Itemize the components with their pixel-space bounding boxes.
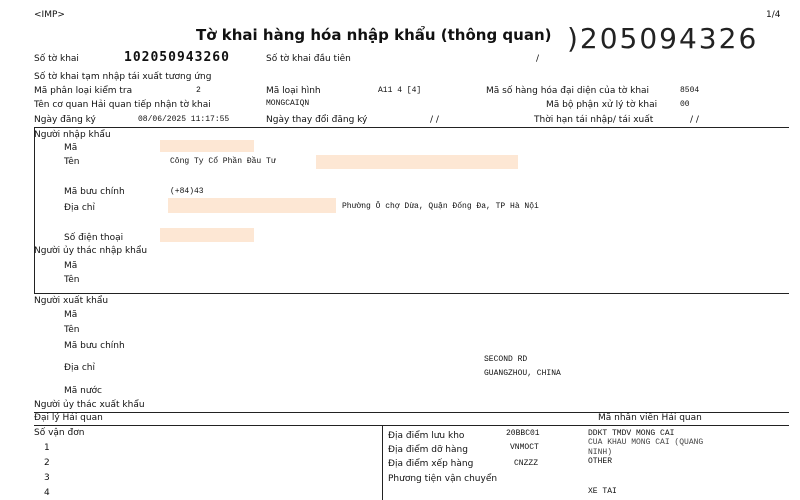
ma-so-hang-value: 8504 bbox=[680, 86, 700, 95]
bill-row: 1 bbox=[44, 443, 50, 453]
importer-dia-chi-label: Địa chỉ bbox=[64, 203, 96, 213]
do-hang-label: Địa điểm dỡ hàng bbox=[388, 445, 468, 455]
xep-hang-code: CNZZZ bbox=[514, 459, 539, 468]
exporter-address-line2: GUANGZHOU, CHINA bbox=[484, 369, 561, 378]
dai-ly-hai-quan-label: Đại lý Hải quan bbox=[34, 413, 103, 423]
exporter-section-label: Người xuất khẩu bbox=[34, 296, 109, 306]
ma-bo-phan-value: 00 bbox=[680, 100, 690, 109]
tam-nhap-label: Số tờ khai tạm nhập tái xuất tương ứng bbox=[34, 72, 212, 82]
importer-ma-label: Mã bbox=[64, 143, 78, 153]
ngay-thay-doi-value: / / bbox=[430, 115, 439, 125]
luu-kho-name: DDKT TMDV MONG CAI bbox=[588, 429, 675, 438]
xep-hang-name: OTHER bbox=[588, 457, 613, 466]
so-to-khai-value: 102050943260 bbox=[124, 50, 230, 65]
so-to-khai-label: Số tờ khai bbox=[34, 54, 79, 64]
importer-ten-label: Tên bbox=[64, 157, 80, 167]
ma-bo-phan-label: Mã bộ phận xử lý tờ khai bbox=[546, 100, 658, 110]
ten-co-quan-value: MONGCAIQN bbox=[266, 99, 310, 108]
phuong-tien-value: XE TAI bbox=[588, 487, 617, 496]
luu-kho-code: 20BBC01 bbox=[506, 429, 540, 438]
importer-phone-label: Số điện thoại bbox=[64, 233, 124, 243]
entrusted-exporter-label: Người ủy thác xuất khẩu bbox=[34, 400, 145, 410]
entrusted-importer-ma-label: Mã bbox=[64, 261, 78, 271]
entrusted-importer-label: Người ủy thác nhập khẩu bbox=[34, 246, 148, 256]
thoi-han-value: / / bbox=[690, 115, 699, 125]
redacted-field bbox=[316, 155, 518, 169]
thoi-han-label: Thời hạn tái nhập/ tái xuất bbox=[534, 115, 654, 125]
divider-line bbox=[34, 127, 35, 293]
importer-dia-chi-value: Phường Ô chợ Dừa, Quận Đống Đa, TP Hà Nội bbox=[342, 202, 539, 211]
divider-line bbox=[34, 127, 789, 128]
redacted-field bbox=[168, 198, 336, 213]
page-title: Tờ khai hàng hóa nhập khẩu (thông quan) bbox=[196, 26, 552, 44]
exporter-ma-label: Mã bbox=[64, 310, 78, 320]
luu-kho-name-2: CUA KHAU MONG CAI (QUANG bbox=[588, 438, 704, 447]
ngay-dang-ky-value: 08/06/2025 11:17:55 bbox=[138, 115, 230, 124]
redacted-field bbox=[160, 140, 254, 152]
importer-ma-buu-chinh-value: (+84)43 bbox=[170, 187, 204, 196]
ngay-dang-ky-label: Ngày đăng ký bbox=[34, 115, 96, 125]
ma-phan-loai-value: 2 bbox=[196, 86, 201, 95]
bill-row: 3 bbox=[44, 473, 50, 483]
ma-so-hang-label: Mã số hàng hóa đại diện của tờ khai bbox=[486, 86, 650, 96]
luu-kho-label: Địa điểm lưu kho bbox=[388, 431, 465, 441]
divider-line bbox=[34, 293, 789, 294]
bill-row: 2 bbox=[44, 458, 50, 468]
exporter-ten-label: Tên bbox=[64, 325, 80, 335]
ma-loai-hinh-label: Mã loại hình bbox=[266, 86, 321, 96]
phuong-tien-label: Phương tiện vận chuyển bbox=[388, 474, 498, 484]
bill-row: 4 bbox=[44, 488, 50, 498]
divider-line bbox=[382, 425, 383, 500]
divider-line bbox=[34, 425, 789, 426]
importer-ma-buu-chinh-label: Mã bưu chính bbox=[64, 187, 125, 197]
xep-hang-label: Địa điểm xếp hàng bbox=[388, 459, 474, 469]
slash-separator: / bbox=[536, 54, 540, 64]
do-hang-code: VNMOCT bbox=[510, 443, 539, 452]
redacted-field bbox=[160, 228, 254, 242]
exporter-ma-buu-chinh-label: Mã bưu chính bbox=[64, 341, 125, 351]
ten-co-quan-label: Tên cơ quan Hải quan tiếp nhận tờ khai bbox=[34, 100, 211, 110]
doc-code: <IMP> bbox=[34, 10, 65, 20]
ngay-thay-doi-label: Ngày thay đổi đăng ký bbox=[266, 115, 368, 125]
ma-phan-loai-label: Mã phân loại kiểm tra bbox=[34, 86, 133, 96]
ma-loai-hinh-value: A11 4 [4] bbox=[378, 86, 422, 95]
exporter-dia-chi-label: Địa chỉ bbox=[64, 363, 96, 373]
importer-ten-value: Công Ty Cổ Phần Đầu Tư bbox=[170, 157, 276, 166]
ma-nhan-vien-label: Mã nhân viên Hải quan bbox=[598, 413, 702, 423]
page-index: 1/4 bbox=[766, 10, 781, 20]
so-van-don-label: Số vận đơn bbox=[34, 428, 85, 438]
do-hang-name: NINH) bbox=[588, 448, 613, 457]
importer-section-label: Người nhập khẩu bbox=[34, 130, 111, 140]
declaration-big-number: )205094326 bbox=[567, 22, 759, 55]
so-to-khai-dau-tien-label: Số tờ khai đầu tiên bbox=[266, 54, 351, 64]
exporter-address-line1: SECOND RD bbox=[484, 355, 528, 364]
exporter-ma-nuoc-label: Mã nước bbox=[64, 386, 103, 396]
entrusted-importer-ten-label: Tên bbox=[64, 275, 80, 285]
